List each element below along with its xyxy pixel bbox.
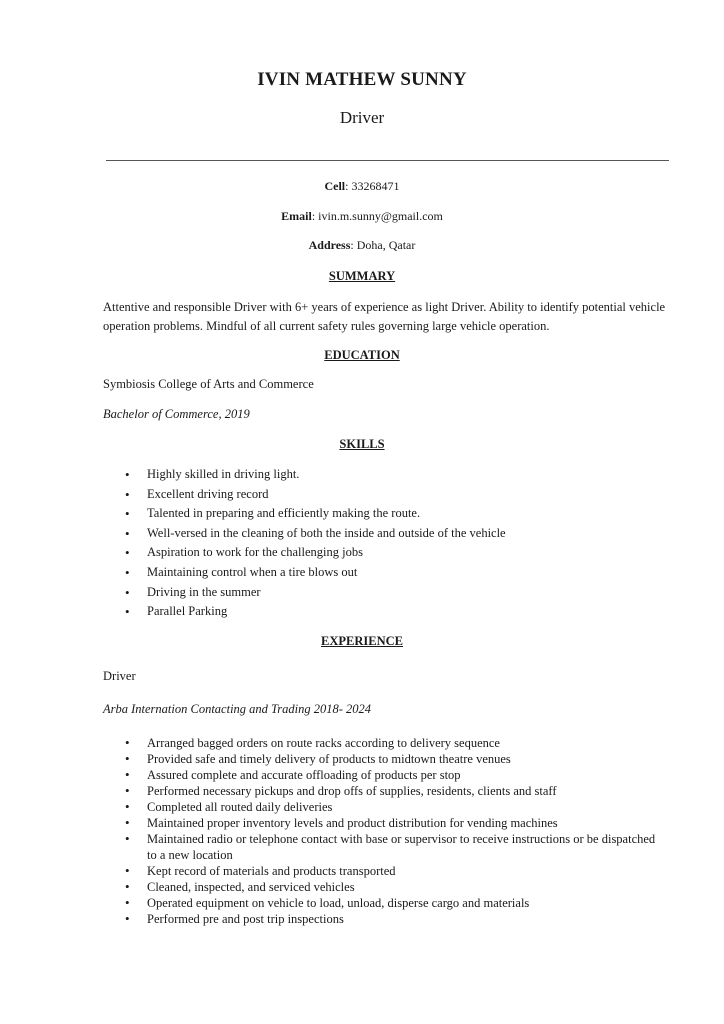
header-divider bbox=[106, 160, 669, 161]
cell-label: Cell bbox=[324, 179, 346, 193]
summary-heading: SUMMARY bbox=[328, 269, 396, 283]
education-heading: EDUCATION bbox=[324, 348, 400, 362]
experience-list bbox=[125, 735, 665, 927]
contact-email bbox=[0, 209, 724, 224]
email-value: : ivin.m.sunny@gmail.com bbox=[311, 209, 443, 223]
list-item: • Cleaned, inspected, and serviced vehicles bbox=[125, 879, 665, 895]
list-item: • Performed necessary pickups and drop offs of supplies, residents, clients and staff bbox=[125, 783, 665, 799]
address-label: Address bbox=[308, 238, 351, 252]
list-item: • Excellent driving record bbox=[125, 485, 665, 505]
cell-value: : 33268471 bbox=[345, 179, 400, 193]
list-item: • Assured complete and accurate offloading of products per stop bbox=[125, 767, 665, 783]
skills-heading: SKILLS bbox=[339, 437, 385, 451]
list-item: • Completed all routed daily deliveries bbox=[125, 799, 665, 815]
list-item: • Kept record of materials and products transported bbox=[125, 863, 665, 879]
list-item: • Performed pre and post trip inspections bbox=[125, 911, 665, 927]
address-value: : Doha, Qatar bbox=[350, 238, 416, 252]
summary-text: Attentive and responsible Driver with 6+ years of experience as light Driver. Ability to identify potential vehicle operation problems. Mindful of all current safety rules governing large vehicle operation. bbox=[103, 300, 666, 333]
candidate-title: Driver bbox=[339, 108, 385, 127]
list-item: • Driving in the summer bbox=[125, 583, 665, 603]
education-school: Symbiosis College of Arts and Commerce bbox=[103, 377, 314, 391]
list-item: • Provided safe and timely delivery of products to midtown theatre venues bbox=[125, 751, 665, 767]
email-label: Email bbox=[281, 209, 312, 223]
list-item: • Highly skilled in driving light. bbox=[125, 465, 665, 485]
list-item: • Maintaining control when a tire blows out bbox=[125, 563, 665, 583]
list-item: • Parallel Parking bbox=[125, 602, 665, 622]
list-item: • Arranged bagged orders on route racks according to delivery sequence bbox=[125, 735, 665, 751]
candidate-name: IVIN MATHEW SUNNY bbox=[257, 69, 467, 90]
experience-company: Arba Internation Contacting and Trading 2018- 2024 bbox=[103, 702, 372, 716]
experience-role: Driver bbox=[103, 669, 136, 683]
list-item: • Talented in preparing and efficiently making the route. bbox=[125, 504, 665, 524]
education-degree: Bachelor of Commerce, 2019 bbox=[103, 407, 250, 421]
contact-cell bbox=[0, 179, 724, 194]
skills-list bbox=[125, 465, 665, 622]
contact-address bbox=[0, 238, 724, 253]
experience-heading: EXPERIENCE bbox=[321, 634, 403, 648]
list-item: • Aspiration to work for the challenging jobs bbox=[125, 543, 665, 563]
list-item: • Maintained proper inventory levels and product distribution for vending machines bbox=[125, 815, 665, 831]
list-item: • Well-versed in the cleaning of both the inside and outside of the vehicle bbox=[125, 524, 665, 544]
list-item: • Maintained radio or telephone contact with base or supervisor to receive instructions or be dispatched to a new location bbox=[125, 831, 665, 863]
list-item: • Operated equipment on vehicle to load, unload, disperse cargo and materials bbox=[125, 895, 665, 911]
